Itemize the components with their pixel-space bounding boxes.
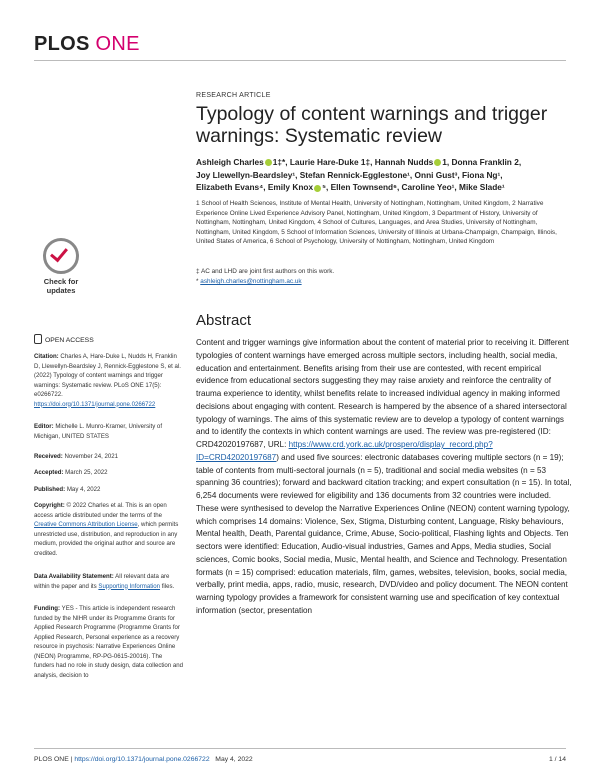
- journal-name-one: ONE: [95, 33, 140, 55]
- page-footer: PLOS ONE | https://doi.org/10.1371/journal.pone.0266722 May 4, 2022: [34, 756, 253, 763]
- data-availability-block: Data Availability Statement: All relevant data are within the paper and its Supporting Information files.: [34, 573, 175, 590]
- author-list: Ashleigh Charles 1‡*, Laurie Hare-Duke 1‡, Hannah Nudds 1, Donna Franklin 2, Joy Llewellyn-Beardsley¹, Stefan Rennick-Egglestone¹, Onni Gust³, Fiona Ng¹, Elizabeth Evans⁴, Emily Knox ⁵, Ellen Townsend⁶, Caroline Yeo¹, Mike Slade¹: [196, 157, 522, 193]
- accepted-date: Accepted: March 25, 2022: [34, 469, 108, 476]
- article-type: RESEARCH ARTICLE: [196, 92, 271, 99]
- footer-rule: [34, 748, 566, 749]
- abstract-heading: Abstract: [196, 312, 252, 329]
- editor-block: Editor: Michelle L. Munro-Kramer, University of Michigan, UNITED STATES: [34, 423, 163, 440]
- open-access-label: OPEN ACCESS: [34, 335, 94, 345]
- article-title: Typology of content warnings and trigger warnings: Systematic review: [196, 103, 548, 147]
- page-number: 1 / 14: [548, 756, 566, 763]
- footer-doi-link[interactable]: https://doi.org/10.1371/journal.pone.0266722: [74, 756, 210, 763]
- journal-logo: [34, 33, 140, 56]
- orcid-icon[interactable]: [265, 159, 272, 166]
- header-rule: [34, 60, 566, 61]
- equal-contribution-note: ‡ AC and LHD are joint first authors on this work.: [196, 268, 335, 275]
- funding-block: Funding: YES - This article is independent research funded by the NIHR under its Programme Grants for Applied Research Programme (Programme Grants for Applied Research, Personal experience as a recovery resource in psychosis: Narrative Experiences Online (NEON) Programme, RP-PG-0615-20016). The funders had no role in study design, data collection and analysis, decision to: [34, 605, 184, 679]
- orcid-icon[interactable]: [314, 185, 321, 192]
- published-date: Published: May 4, 2022: [34, 486, 101, 493]
- supporting-information-link[interactable]: Supporting Information: [98, 582, 161, 590]
- abstract-text: Content and trigger warnings give information about the content of material prior to receiving it. Different typologies of content warnings have emerged across multiple sectors, including health, social media, education and entertainment. Benefits arising from their use are contested, with recent empirical evidence from educational sectors suggesting they may raise anxiety and reinforce the centrality of trauma experience to identity, whilst benefits relate to increased individual agency in making informed decisions about engaging with content. Research is hampered by the absence of a shared intersectoral typology of warnings. The aims of this systematic review are to develop a typology of content warnings and to identify the contexts in which content warnings are used. The review was pre-registered (ID: CRD42020197687, URL: https://www.crd.york.ac.uk/prospero/display_record.php?ID=CRD42020197687) and used five sources: electronic databases covering multiple sectors (n = 19); table of contents from multi-sectoral journals (n = 5), traditional and social media websites (n = 53 spanning 36 countries); forward and backward citation tracking; and expert consultation (n = 15). In total, 6,254 documents were reviewed for eligibility and 136 documents from 32 countries were included. These were synthesised to develop the Narrative Experiences Online (NEON) content warning typology, which comprises 14 domains: Violence, Sex, Stigma, Disturbing content, Language, Risky behaviours, Mental health, Death, Parental guidance, Crime, Abuse, Socio-political, Flashing lights and Objects. Ten sectors were identified: Education, Audio-visual industries, Games and Apps, Media studies, Social sciences, Comic books, Social media, Music, Mental health, and Science and Technology. Presentation formats (n = 15) comprised: education materials, film, games, websites, television, books, social media, verbally, print media, apps, radio, music, research, DVD/video and policy document. The NEON content warning typology provides a framework for consistent warning use and specification of key contextual information (sector, presentation: [196, 338, 572, 615]
- corresponding-author: * ashleigh.charles@nottingham.ac.uk: [196, 278, 302, 285]
- journal-name-plos: PLOS: [34, 33, 90, 55]
- prospero-link[interactable]: https://www.crd.york.ac.uk/prospero/display_record.php?ID=CRD42020197687: [196, 440, 493, 462]
- license-link[interactable]: Creative Commons Attribution License: [34, 521, 138, 528]
- check-updates-icon: [43, 238, 79, 274]
- affiliations: 1 School of Health Sciences, Institute of Mental Health, University of Nottingham, Nottingham, United Kingdom, 2 Narrative Experience Online Lived Experience Advisory Panel, Nottingham, United Kingdom, 3 Department of History, University of Nottingham, Nottingham, United Kingdom, 4 School of Cultures, Languages, and Area Studies, University of Nottingham, Nottingham, United Kingdom, 5 School of Information Sciences, University of Illinois at Urbana-Champaign, Champaign, Illinois, United States of America, 6 School of Psychology, University of Nottingham, Nottingham, United Kingdom: [196, 200, 557, 245]
- copyright-block: Copyright: © 2022 Charles et al. This is an open access article distributed under the terms of the Creative Commons Attribution License, which permits unrestricted use, distribution, and reproduction in any medium, provided the original author and source are credited.: [34, 502, 179, 557]
- citation-doi-link[interactable]: https://doi.org/10.1371/journal.pone.0266722: [34, 400, 156, 408]
- corresponding-email-link[interactable]: ashleigh.charles@nottingham.ac.uk: [200, 278, 302, 285]
- citation-block: Citation: Charles A, Hare-Duke L, Nudds H, Franklin D, Llewellyn-Beardsley J, Rennick-Egglestone S, et al. (2022) Typology of content warnings and trigger warnings: Systematic review. PLoS ONE 17(5): e0266722. https://doi.org/10.1371/journal.pone.0266722: [34, 353, 181, 408]
- check-for-updates-badge[interactable]: Check for updates: [36, 238, 86, 290]
- lock-icon: [34, 334, 42, 344]
- orcid-icon[interactable]: [434, 159, 441, 166]
- received-date: Received: November 24, 2021: [34, 453, 119, 460]
